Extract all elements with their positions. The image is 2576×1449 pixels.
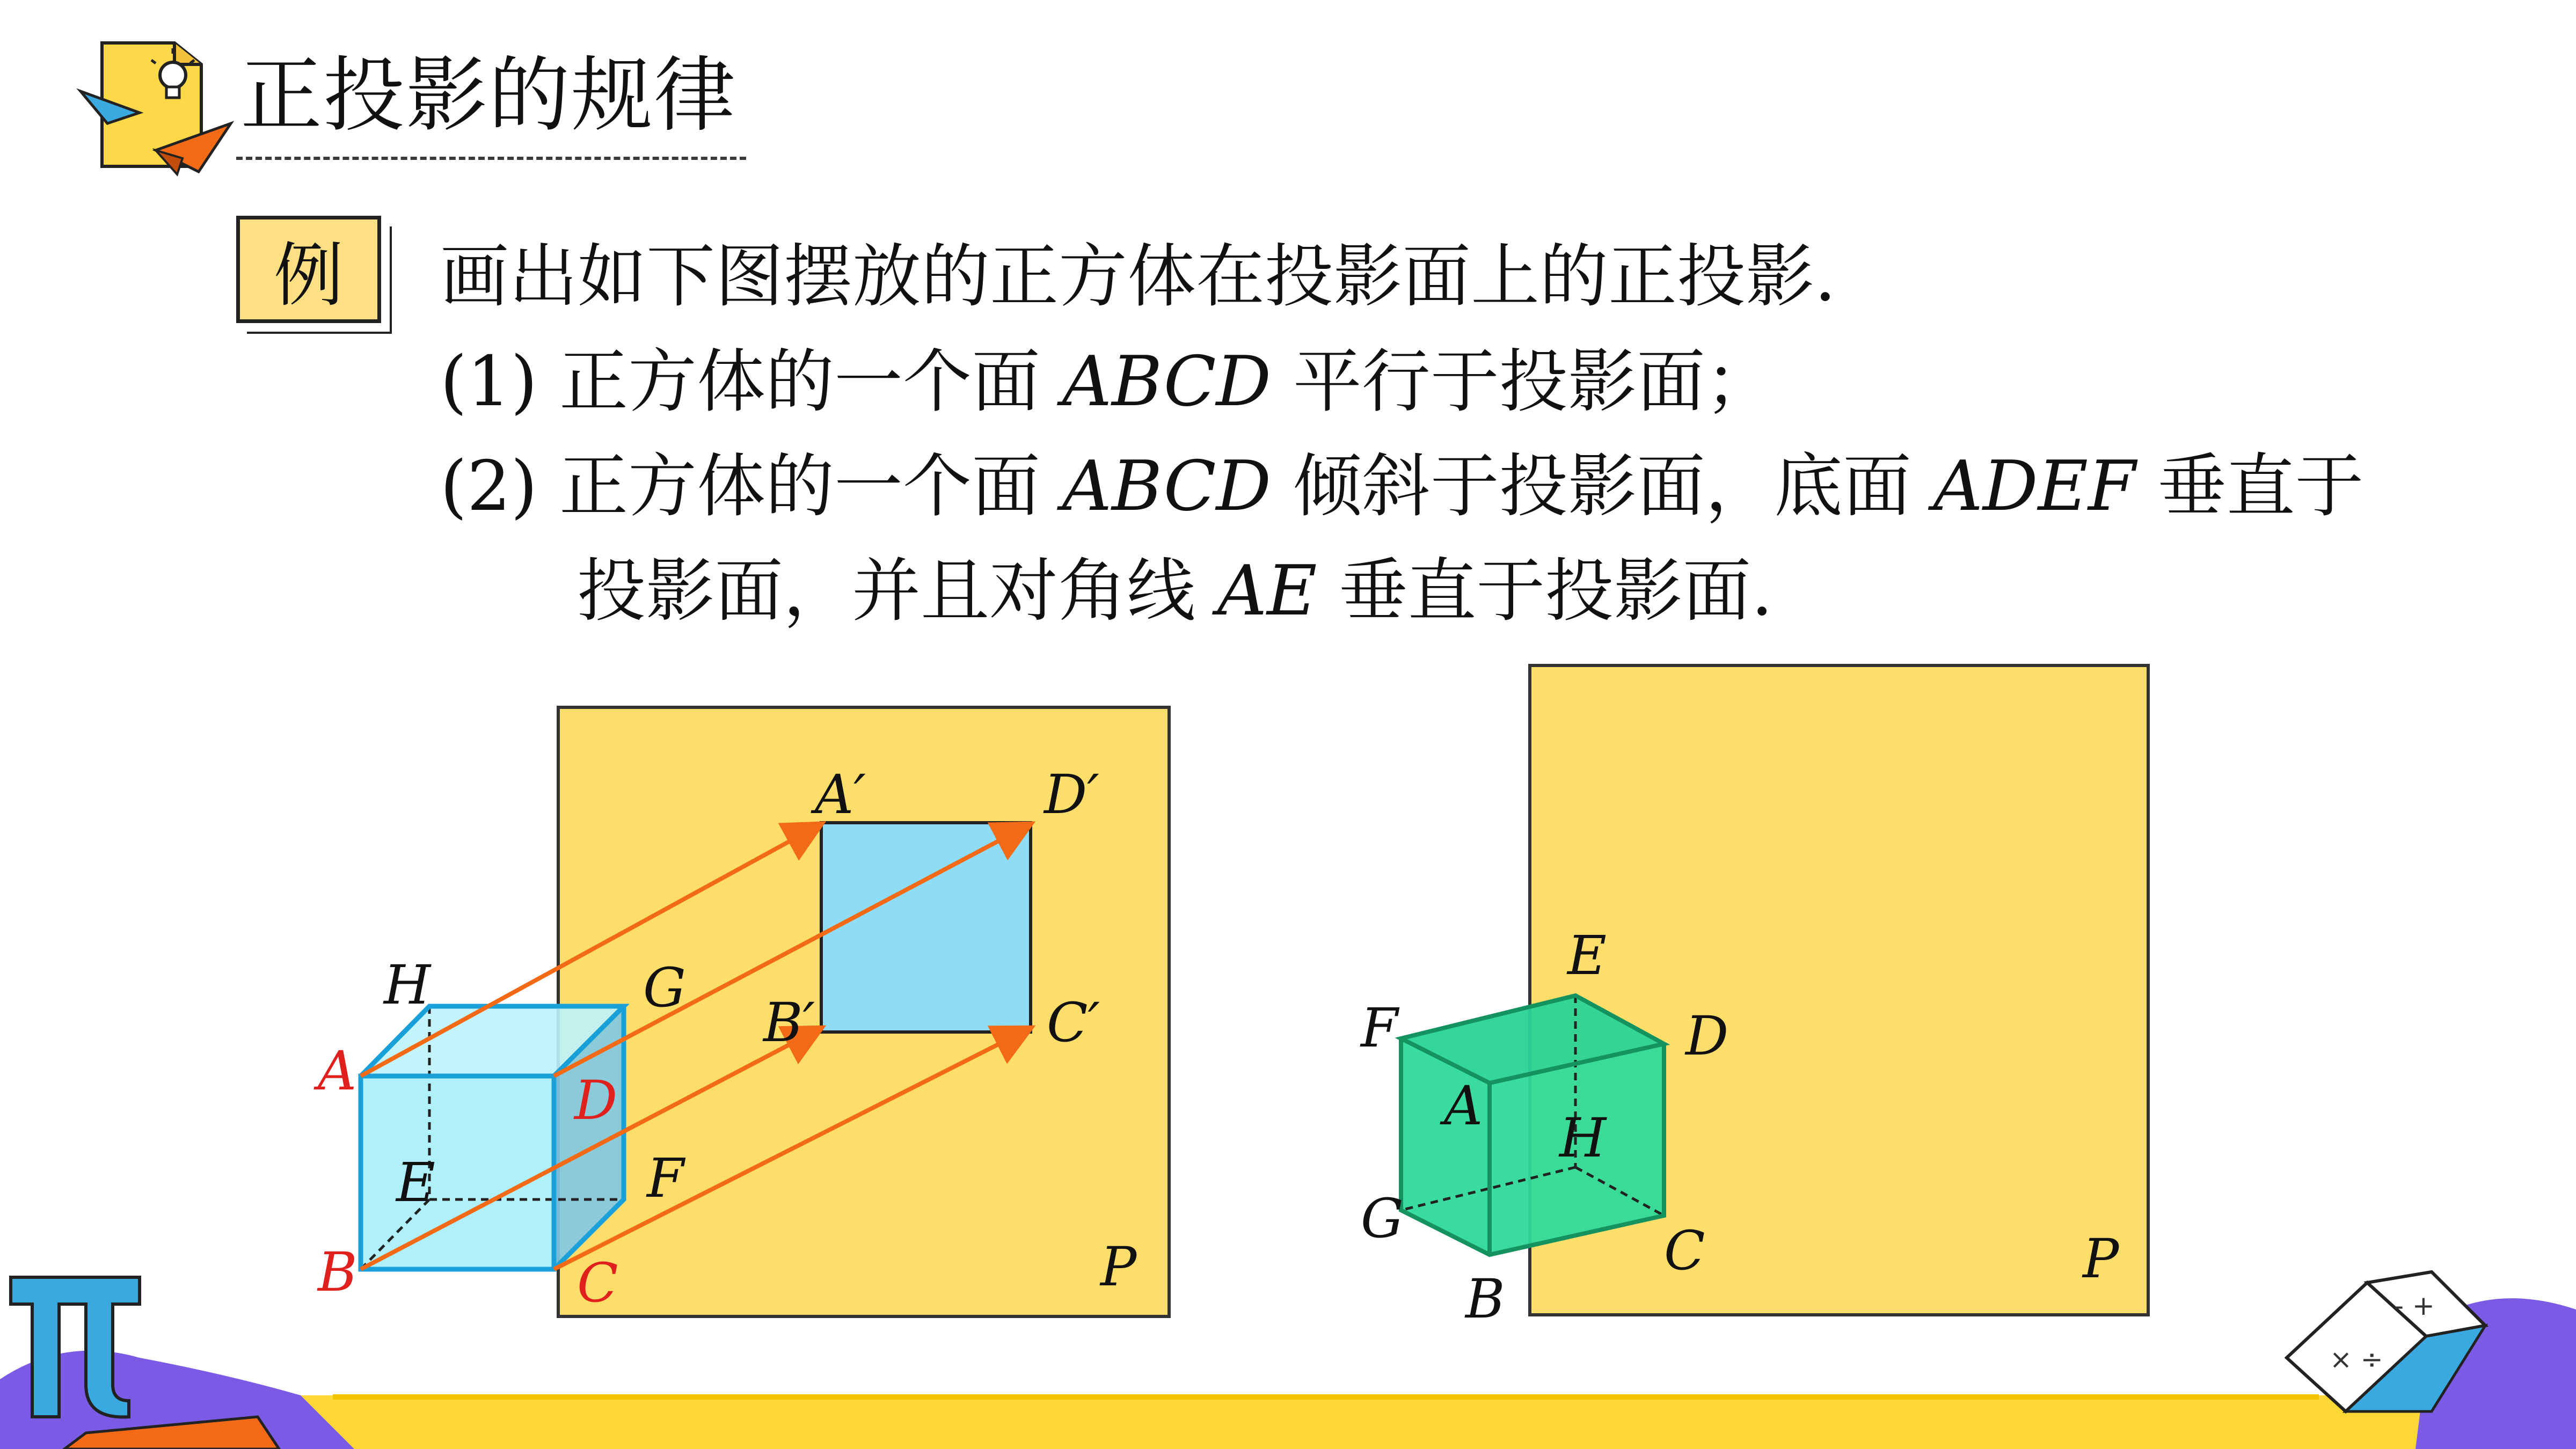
page-title: 正投影的规律 (240, 48, 736, 143)
plane-label-P-2: P (2083, 1227, 2119, 1290)
plane-label-P-1: P (1100, 1235, 1137, 1298)
line3-math-2: ADEF (1933, 447, 2136, 526)
svg-text:- +: - + (2394, 1290, 2435, 1321)
label-H: H (384, 954, 431, 1016)
label-E: E (396, 1151, 435, 1214)
label-G: G (643, 956, 686, 1019)
line3-math-1: ABCD (1062, 447, 1272, 526)
label-E2: E (1567, 924, 1607, 987)
label-C: C (577, 1252, 618, 1314)
line2-math: ABCD (1062, 342, 1272, 422)
line2-text-a: (1) 正方体的一个面 (440, 342, 1041, 422)
label-A: A (318, 1040, 357, 1102)
label-G2: G (1361, 1187, 1404, 1250)
line4-text-a: 投影面，并且对角线 (577, 551, 1196, 631)
bottom-band (0, 1395, 2576, 1449)
label-H2: H (1559, 1107, 1607, 1169)
label-F: F (647, 1147, 684, 1210)
label-A-prime: A′ (815, 763, 866, 826)
label-B: B (318, 1241, 357, 1304)
line2-text-b: 平行于投影面； (1293, 342, 1774, 422)
bottom-stripe (333, 1394, 2319, 1400)
svg-text:× ÷: × ÷ (2330, 1344, 2383, 1375)
label-F2: F (1361, 997, 1398, 1059)
label-A2: A (1444, 1074, 1483, 1137)
label-D: D (574, 1069, 618, 1132)
line4-math: AE (1217, 551, 1317, 631)
line3-text-b: 倾斜于投影面，底面 (1293, 447, 1911, 526)
label-D-prime: D′ (1044, 763, 1099, 826)
label-B2: B (1465, 1268, 1505, 1330)
problem-line-1: 画出如下图摆放的正方体在投影面上的正投影. (440, 237, 1836, 317)
label-C-prime: C′ (1047, 991, 1100, 1054)
pi-icon (0, 1256, 376, 1449)
open-book-icon (2254, 1250, 2576, 1449)
line4-text-b: 垂直于投影面. (1339, 551, 1773, 631)
label-C2: C (1664, 1219, 1705, 1282)
example-badge: 例 (236, 216, 381, 323)
line3-text-c: 垂直于 (2157, 447, 2364, 526)
label-B-prime: B′ (763, 991, 815, 1054)
label-D2: D (1685, 1005, 1729, 1067)
line3-text-a: (2) 正方体的一个面 (440, 447, 1041, 526)
